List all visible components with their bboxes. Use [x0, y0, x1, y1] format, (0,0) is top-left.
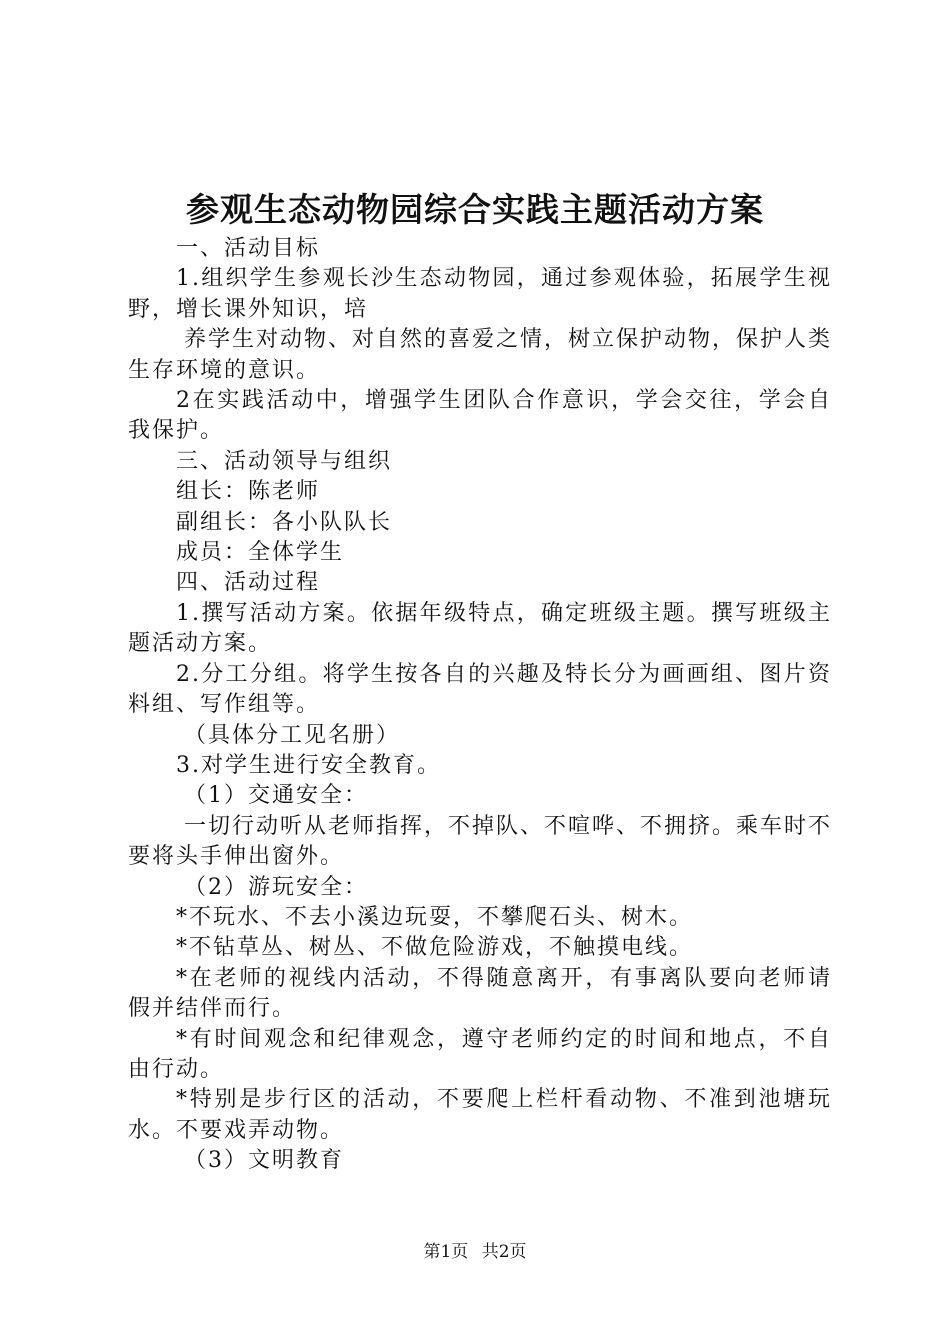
page-number: 第1页 — [423, 1242, 469, 1262]
document-body — [128, 234, 832, 1177]
paragraph: *不钻草丛、树丛、不做危险游戏，不触摸电线。 — [176, 935, 694, 961]
paragraph: 2在实践活动中，增强学生团队合作意识，学会交往，学会自我保护。 — [128, 388, 832, 444]
page-footer — [0, 1240, 950, 1264]
paragraph: 四、活动过程 — [176, 570, 321, 596]
document-title: 参观生态动物园综合实践主题活动方案 — [186, 190, 764, 229]
paragraph: 1.撰写活动方案。依据年级特点，确定班级主题。撰写班级主题活动方案。 — [128, 600, 832, 657]
paragraph: *有时间观念和纪律观念，遵守老师约定的时间和地点，不自由行动。 — [128, 1026, 832, 1082]
paragraph: *不玩水、不去小溪边玩耍，不攀爬石头、树木。 — [176, 904, 694, 930]
paragraph: 养学生对动物、对自然的喜爱之情，树立保护动物，保护人类生存环境的意识。 — [128, 327, 833, 383]
paragraph: 副组长：各小队队长 — [176, 509, 393, 535]
paragraph: （2）游玩安全： — [184, 874, 368, 900]
paragraph: 一、活动目标 — [176, 236, 321, 261]
paragraph: （3）文明教育 — [184, 1148, 344, 1174]
paragraph: 三、活动领导与组织 — [176, 448, 393, 474]
paragraph: （1）交通安全： — [184, 783, 368, 809]
paragraph: *在老师的视线内活动，不得随意离开，有事离队要向老师请假并结伴而行。 — [128, 965, 832, 1022]
paragraph: 组长：陈老师 — [176, 479, 321, 505]
paragraph: 2.分工分组。将学生按各自的兴趣及特长分为画画组、图片资料组、写作组等。 — [128, 661, 832, 718]
paragraph: 3.对学生进行安全教育。 — [176, 752, 441, 778]
page-total: 共2页 — [481, 1242, 527, 1262]
paragraph: （具体分工见名册） — [184, 722, 401, 748]
paragraph: 1.组织学生参观长沙生态动物园，通过参观体验，拓展学生视野，增长课外知识，培 — [128, 266, 832, 322]
paragraph: 成员：全体学生 — [176, 540, 345, 566]
paragraph: *特别是步行区的活动，不要爬上栏杆看动物、不准到池塘玩水。不要戏弄动物。 — [128, 1087, 832, 1143]
paragraph: 一切行动听从老师指挥，不掉队、不喧哗、不拥挤。乘车时不要将头手伸出窗外。 — [128, 813, 833, 870]
